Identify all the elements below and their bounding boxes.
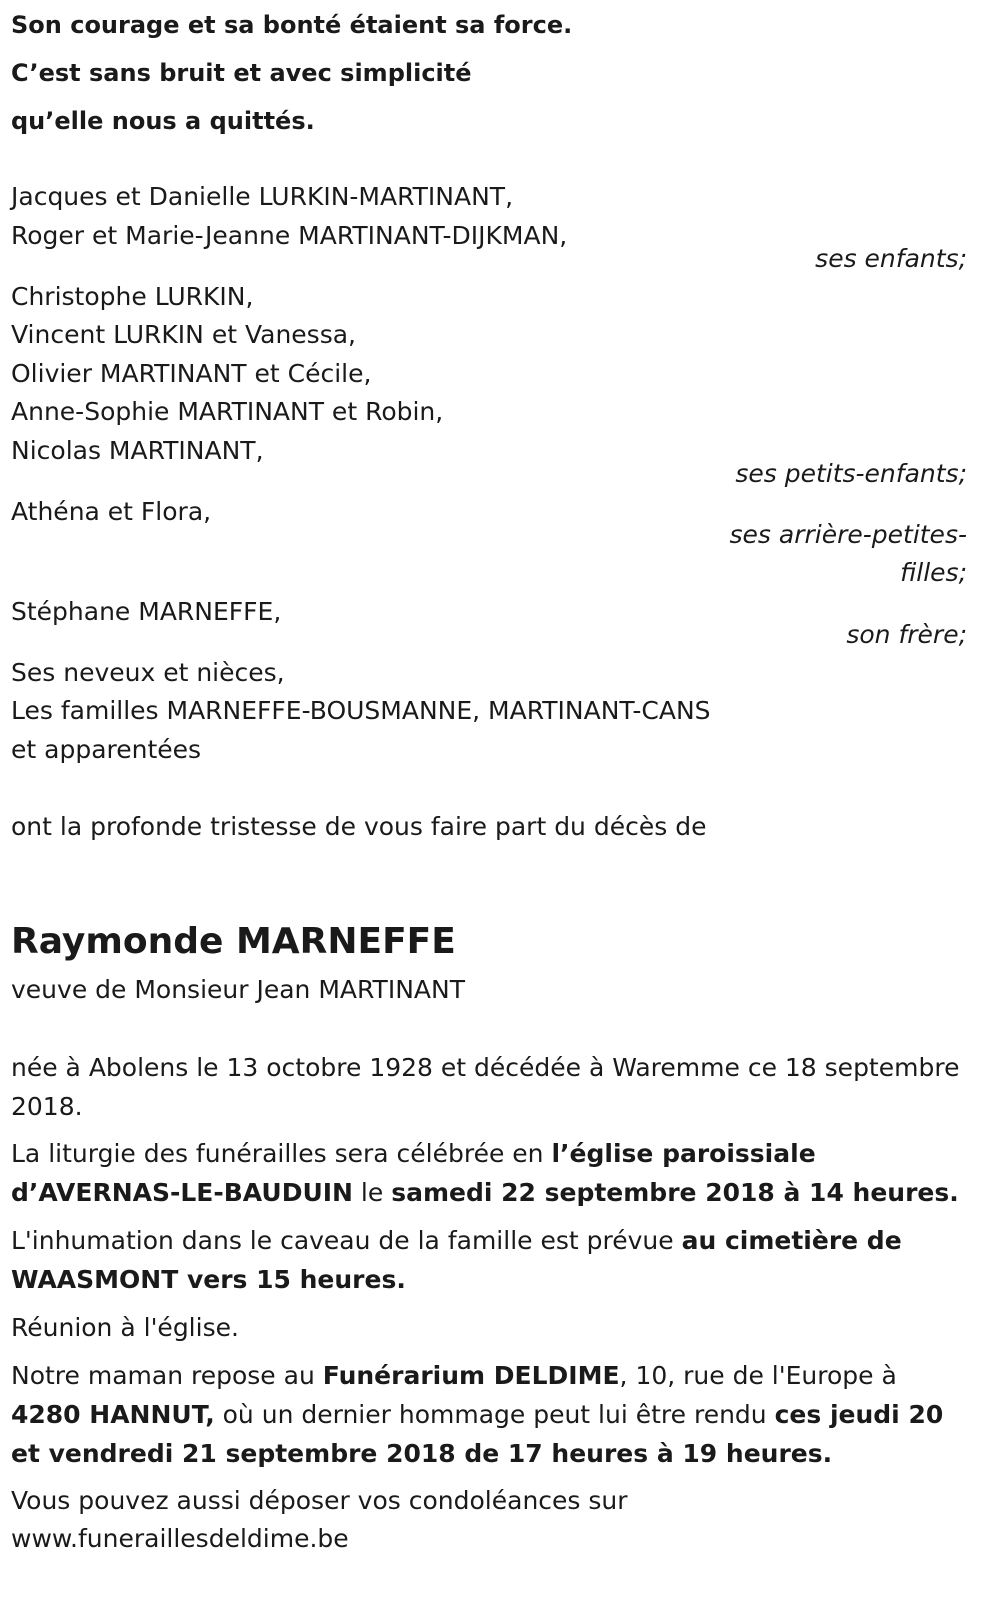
role-great-grandchildren-line-1: ses arrière-petites-	[729, 520, 967, 549]
funeral-mid: le	[352, 1178, 392, 1207]
condolences-text: Vous pouvez aussi déposer vos condoléances sur	[11, 1486, 628, 1515]
relatives-line-1: Ses neveux et nièces,	[11, 658, 285, 687]
announcement: ont la profonde tristesse de vous faire part du décès de	[11, 812, 707, 841]
grandchild-name: Olivier MARTINANT et Cécile,	[11, 359, 372, 388]
widow-of: veuve de Monsieur Jean MARTINANT	[11, 975, 465, 1004]
funeral-intro: La liturgie des funérailles sera célébrée en	[11, 1139, 552, 1168]
motto-line-2: C’est sans bruit et avec simplicité	[11, 59, 472, 87]
funeral-datetime: samedi 22 septembre 2018 à 14 heures.	[391, 1178, 959, 1207]
grandchild-name: Nicolas MARTINANT,	[11, 436, 264, 465]
relatives-line-3: et apparentées	[11, 735, 202, 764]
motto-line-1: Son courage et sa bonté étaient sa force.	[11, 11, 573, 39]
brother-name: Stéphane MARNEFFE,	[11, 597, 282, 626]
funeral-home-mid: où un dernier hommage peut lui être rendu	[214, 1400, 775, 1429]
funeral-church: l’église paroissiale d’AVERNAS-LE-BAUDUIN	[11, 1139, 816, 1207]
funeral-home-intro: Notre maman repose au	[11, 1361, 323, 1390]
burial-intro: L'inhumation dans le caveau de la famille est prévue	[11, 1226, 682, 1255]
funeral-paragraph	[11, 1134, 971, 1212]
child-name: Roger et Marie-Jeanne MARTINANT-DIJKMAN,	[11, 221, 568, 250]
funeral-home-address: , 10, rue de l'Europe à	[619, 1361, 897, 1390]
deceased-name: Raymonde MARNEFFE	[11, 921, 456, 962]
grandchild-name: Christophe LURKIN,	[11, 282, 254, 311]
grandchild-name: Anne-Sophie MARTINANT et Robin,	[11, 397, 444, 426]
burial-paragraph	[11, 1221, 971, 1299]
role-great-grandchildren-line-2: filles;	[900, 558, 967, 587]
grandchild-name: Vincent LURKIN et Vanessa,	[11, 320, 356, 349]
burial-place: au cimetière de WAASMONT vers 15 heures.	[11, 1226, 902, 1294]
birth-death-dates: née à Abolens le 13 octobre 1928 et décédée à Waremme ce 18 septembre 2018.	[11, 1053, 960, 1121]
funeral-home-city: 4280 HANNUT,	[11, 1400, 215, 1429]
motto-line-3: qu’elle nous a quittés.	[11, 107, 315, 135]
role-children: ses enfants;	[815, 244, 967, 273]
meeting: Réunion à l'église.	[11, 1313, 239, 1342]
role-brother: son frère;	[846, 620, 967, 649]
funeral-home-paragraph	[11, 1356, 971, 1473]
funeral-home-name: Funérarium DELDIME	[322, 1361, 620, 1390]
condolences-link[interactable]: www.funeraillesdeldime.be	[11, 1524, 349, 1553]
relatives-line-2: Les familles MARNEFFE-BOUSMANNE, MARTINANT-CANS	[11, 696, 711, 725]
child-name: Jacques et Danielle LURKIN-MARTINANT,	[11, 182, 514, 211]
visiting-hours: ces jeudi 20 et vendredi 21 septembre 2018 de 17 heures à 19 heures.	[11, 1400, 944, 1468]
role-grandchildren: ses petits-enfants;	[735, 459, 967, 488]
great-grandchild-name: Athéna et Flora,	[11, 497, 212, 526]
